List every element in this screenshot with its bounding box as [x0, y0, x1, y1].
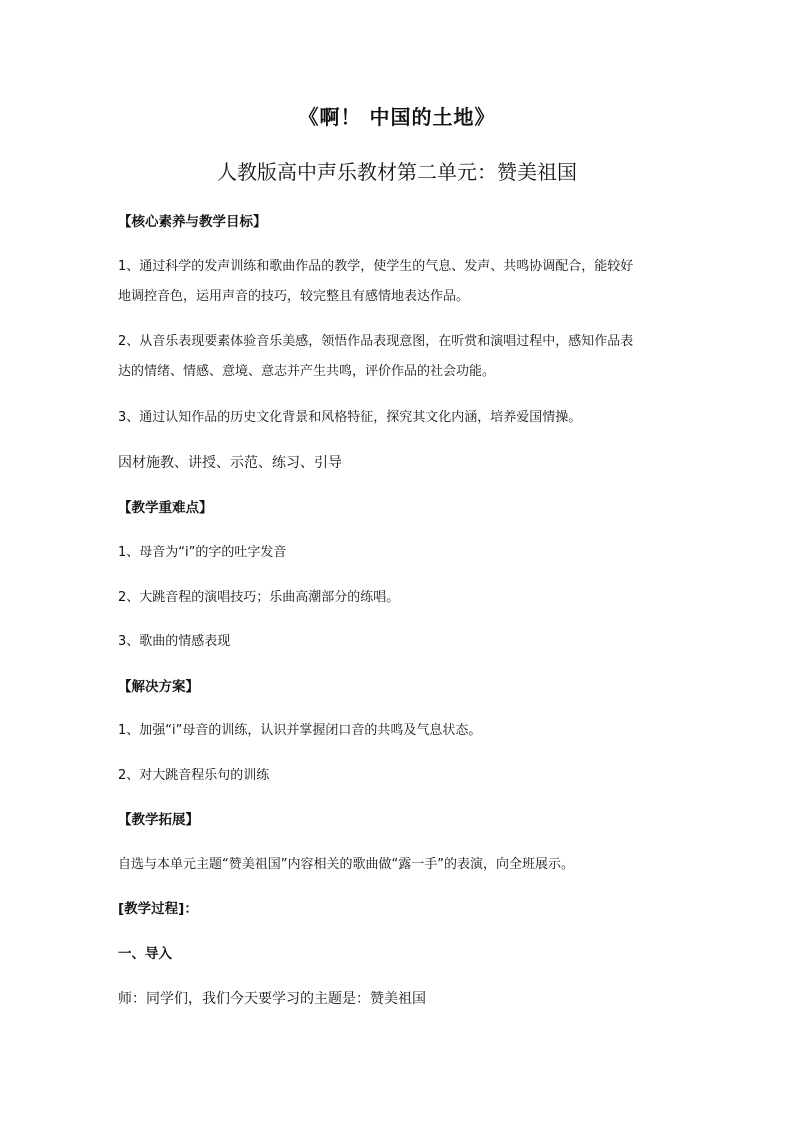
- document-title: 《啊！ 中国的土地》: [298, 105, 496, 129]
- goal-1-line-2: 地调控音色，运用声音的技巧，较完整且有感情地表达作品。: [118, 289, 470, 304]
- goal-1-line-1: 1、通过科学的发声训练和歌曲作品的教学，使学生的气息、发声、共鸣协调配合，能较好: [118, 259, 634, 274]
- solution-1: 1、加强“i”母音的训练，认识并掌握闭口音的共鸣及气息状态。: [118, 723, 482, 738]
- solution-heading: 【解决方案】: [118, 679, 199, 695]
- goal-3: 3、通过认知作品的历史文化背景和风格特征，探究其文化内涵，培养爱国情操。: [118, 410, 582, 425]
- extension-heading: 【教学拓展】: [118, 812, 199, 828]
- key-points-heading: 【教学重难点】: [118, 500, 213, 516]
- goal-2-line-1: 2、从音乐表现要素体验音乐美感，领悟作品表现意图，在听赏和演唱过程中，感知作品表: [118, 334, 634, 349]
- solution-2: 2、对大跳音程乐句的训练: [118, 768, 270, 783]
- extension-text: 自选与本单元主题“赞美祖国”内容相关的歌曲做“露一手”的表演，向全班展示。: [118, 857, 574, 872]
- goal-2-line-2: 达的情绪、情感、意境、意志并产生共鸣，评价作品的社会功能。: [118, 364, 496, 379]
- section-1-heading: 一、导入: [118, 946, 172, 962]
- core-goals-heading: 【核心素养与教学目标】: [118, 214, 267, 230]
- key-point-1: 1、母音为“i”的字的吐字发音: [118, 545, 287, 560]
- process-heading: [教学过程]：: [118, 901, 198, 917]
- key-point-3: 3、歌曲的情感表现: [118, 634, 231, 649]
- document-subtitle: 人教版高中声乐教材第二单元：赞美祖国: [217, 160, 577, 184]
- key-point-2: 2、大跳音程的演唱技巧；乐曲高潮部分的练唱。: [118, 590, 400, 605]
- teacher-line: 师：同学们，我们今天要学习的主题是：赞美祖国: [118, 991, 426, 1007]
- teaching-methods: 因材施教、讲授、示范、练习、引导: [118, 455, 342, 471]
